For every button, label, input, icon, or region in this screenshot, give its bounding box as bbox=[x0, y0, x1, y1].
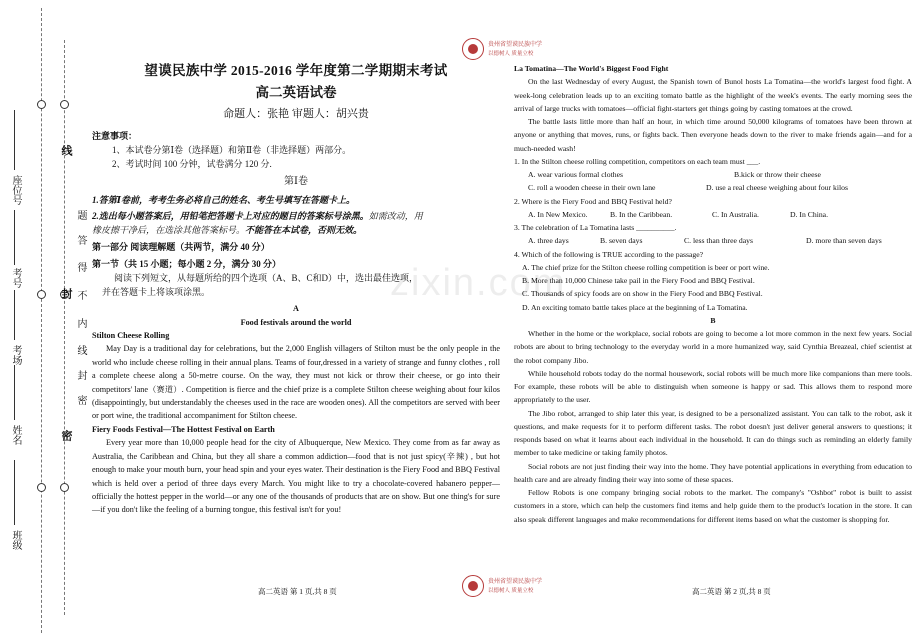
subheading: Stilton Cheese Rolling bbox=[92, 331, 170, 341]
notice-item: 2、考试时间 100 分钟，试卷满分 120 分. bbox=[112, 159, 272, 170]
direction-line-1: 阅读下列短文，从每题所给的四个选项（A、B、C和D）中，选出最佳选项， bbox=[114, 273, 419, 284]
option[interactable]: C. less than three days bbox=[684, 236, 753, 246]
seal-big-char: 封 bbox=[60, 288, 72, 299]
subheading: Fiery Foods Festival—The Hottest Festival on Earth bbox=[92, 424, 275, 434]
seal-char: 答 bbox=[75, 235, 86, 246]
exam-number-label: 考号 bbox=[10, 268, 21, 288]
option[interactable]: B.kick or throw their cheese bbox=[734, 170, 821, 179]
class-label: 班级 bbox=[10, 530, 21, 550]
name-line[interactable] bbox=[14, 365, 15, 420]
seal-char: 线 bbox=[75, 345, 86, 356]
seal-char: 封 bbox=[75, 370, 86, 381]
logo-school-name: 贵州省望谟民族中学 bbox=[488, 579, 543, 585]
passage-title: Food festivals around the world bbox=[240, 317, 352, 327]
exam-title: 望谟民族中学 2015-2016 学年度第二学期期末考试 bbox=[144, 63, 448, 78]
seal-big-char: 线 bbox=[60, 145, 72, 156]
seal-char: 得 bbox=[75, 262, 86, 273]
question-4: 4. Which of the following is TRUE according to the passage? bbox=[514, 249, 704, 259]
passage-letter: B bbox=[710, 315, 716, 325]
option[interactable]: D. In China. bbox=[790, 209, 829, 219]
binding-line-inner bbox=[64, 40, 65, 615]
notice-title: 注意事项： bbox=[92, 131, 138, 142]
right-page bbox=[514, 62, 912, 526]
rule-2-part-d: 不能答在本试卷，否则无效。 bbox=[245, 225, 363, 236]
question-1: 1. In the Stilton cheese rolling competition, competitors on each team must ___. bbox=[514, 156, 761, 166]
emblem-icon bbox=[462, 38, 484, 60]
paragraph: The Jibo robot, arranged to ship later this year, is designed to be a personalized assistant. You can talk to the robot, ask it questions, and make requests for it to perform different tasks. The robot doesn't just deliver general answers to questions; it responds based on what it learns about each individual in the household. It can do things such as reminding an elderly family member to take medicine or taking family photos. bbox=[514, 408, 912, 458]
seal-char: 不 bbox=[75, 290, 86, 301]
paragraph: Whether in the home or the workplace, social robots are going to become a lot more common in the next few years. Social robots are about to bring technology to the everyday world in a more humanized way, said Cynthia Breazeal, chief scientist at the robot company Jibo. bbox=[514, 329, 912, 365]
question-3: 3. The celebration of La Tomatina lasts __________. bbox=[514, 223, 677, 232]
option[interactable]: C. In Australia. bbox=[712, 209, 759, 219]
paragraph: While household robots today do the normal housework, social robots will be much more like companions than mere tools. For example, these robots will be able to distinguish when someone is happy or sad. This allows them to respond more appropriately to the user. bbox=[514, 368, 912, 405]
class-line[interactable] bbox=[14, 460, 15, 525]
section-heading: 第一节（共 15 小题；每小题 2 分，满分 30 分） bbox=[92, 259, 282, 270]
option[interactable]: A. The chief prize for the Stilton cheese rolling competition is beer or port wine. bbox=[522, 262, 770, 272]
option[interactable]: A. In New Mexico. bbox=[528, 209, 588, 219]
page-footer-right: 高二英语 第 2 页,共 8 页 bbox=[692, 587, 771, 596]
binding-hole bbox=[37, 483, 46, 492]
seal-char: 内 bbox=[75, 318, 86, 329]
option[interactable]: D. more than seven days bbox=[806, 236, 882, 246]
option[interactable]: A. three days bbox=[528, 236, 569, 246]
rule-2-part-b: 如需改动，用 bbox=[368, 211, 423, 222]
name-label: 姓名 bbox=[10, 425, 21, 445]
logo-motto: 以德树人 质量立校 bbox=[488, 51, 534, 57]
seat-number-line[interactable] bbox=[14, 110, 15, 170]
rule-1: 1.答第Ⅰ卷前，考考生务必将自己的姓名、考生号填写在答题卡上。 bbox=[92, 195, 355, 206]
option[interactable]: B. In the Caribbean. bbox=[610, 209, 673, 219]
seat-number-label: 座位号 bbox=[10, 175, 21, 205]
binding-hole bbox=[37, 290, 46, 299]
part-heading: 第一部分 阅读理解题（共两节，满分 40 分） bbox=[92, 242, 270, 253]
option[interactable]: B. seven days bbox=[600, 236, 643, 246]
option[interactable]: C. roll a wooden cheese in their own lane bbox=[528, 183, 656, 193]
school-logo-bottom bbox=[462, 575, 572, 597]
rule-2-part-a: 2.选出每小题答案后，用铅笔把答题卡上对应的题目的答案标号涂黑。 bbox=[92, 211, 369, 222]
exam-number-line[interactable] bbox=[14, 210, 15, 265]
question-2: 2. Where is the Fiery Food and BBQ Festival held? bbox=[514, 196, 672, 206]
logo-motto: 以德树人 质量立校 bbox=[488, 588, 534, 594]
subheading: La Tomatina—The World's Biggest Food Fight bbox=[514, 64, 669, 73]
exam-subtitle: 高二英语试卷 bbox=[255, 85, 337, 101]
seal-char: 题 bbox=[75, 210, 86, 221]
paragraph: Every year more than 10,000 people head for the city of Albuquerque, New Mexico. They come from as far away as Australia, the Caribbean and China, but they all share a common addiction—food that is not just spicy(辛辣) , but hot enough to make your mouth burn, your head spin and your eyes water. Their destination is the Fiery Food and BBQ Festival which is held over a period of three days every March. You might like to try a chocolate-covered habanero pepper—officially the hottest pepper in the world—or any one of the thousands of products that are on show. But one thing's for sure—if you don't like the feeling of a burning tongue, this festival isn't for you! bbox=[92, 438, 500, 515]
left-page bbox=[92, 60, 500, 517]
school-logo-top bbox=[462, 38, 572, 60]
seal-big-char: 密 bbox=[60, 430, 72, 441]
paragraph: May Day is a traditional day for celebrations, but the 2,000 English villagers of Stilton must be the only people in the world who include cheese rolling in their annual plans. Teams of four,dressed in a variety of strange and funny clothes , roll a complete cheese along a 50-metre course. On the way, they must not kick or throw their cheese, or go into their competitors' lane（赛道）. Competition is fierce and the chief prize is a complete Stilton cheese weighing about four kilos (disappointingly, but understandably the cheeses used in the race are wooden ones). All the competitors are served with beer or port wine, the traditional accompaniment for Stilton cheese. bbox=[92, 344, 500, 421]
notice-item: 1、本试卷分第Ⅰ卷（选择题）和第Ⅱ卷（非选择题）两部分。 bbox=[112, 145, 352, 156]
direction-line-2: 并在答题卡上将该项涂黑。 bbox=[102, 287, 211, 298]
emblem-icon bbox=[462, 575, 484, 597]
paragraph: On the last Wednesday of every August, the Spanish town of Bunol hosts La Tomatina—the world's largest food fight. A week-long celebration leads up to an exciting tomato battle as the highlight of the week's events. The early morning sees the arrival of large trucks with tomatoes—official fight-starters get things going by casting tomatoes at the crowd. bbox=[514, 77, 912, 113]
binding-hole bbox=[37, 100, 46, 109]
option[interactable]: D. use a real cheese weighing about four kilos bbox=[706, 183, 848, 193]
seal-char: 密 bbox=[75, 395, 86, 406]
rule-2-part-c: 橡皮擦干净后，在选涂其他答案标号。 bbox=[92, 225, 246, 236]
watermark: zixin.com bbox=[390, 262, 567, 304]
option[interactable]: A. wear various formal clothes bbox=[528, 170, 623, 179]
author-line: 命题人：张艳 审题人：胡兴贵 bbox=[223, 107, 369, 120]
binding-hole bbox=[60, 483, 69, 492]
paragraph: Social robots are not just finding their way into the home. They have potential applications in everything from education to health care and are already finding their way into some of these spaces. bbox=[514, 461, 912, 484]
option[interactable]: C. Thousands of spicy foods are on show in the Fiery Food and BBQ Festival. bbox=[522, 289, 763, 299]
option[interactable]: D. An exciting tomato battle takes place at the beginning of La Tomatina. bbox=[522, 302, 748, 312]
page-footer-left: 高二英语 第 1 页,共 8 页 bbox=[258, 587, 337, 596]
volume-heading: 第Ⅰ卷 bbox=[284, 176, 308, 188]
passage-letter: A bbox=[293, 304, 299, 314]
exam-room-label: 考场 bbox=[10, 345, 21, 365]
option[interactable]: B. More than 10,000 Chinese take pail in the Fiery Food and BBQ Festival. bbox=[522, 276, 755, 285]
exam-room-line[interactable] bbox=[14, 290, 15, 340]
paragraph: Fellow Robots is one company bringing social robots to the market. The company's "Oshbot" robot is built to assist customers in a store, which can help the customers find items and help guide them to the product's location in the store. It can also speak different languages and make recommendations for different items based on what the customer is shopping for. bbox=[514, 488, 912, 524]
binding-hole bbox=[60, 100, 69, 109]
logo-school-name: 贵州省望谟民族中学 bbox=[488, 42, 543, 48]
rule-2 bbox=[92, 209, 500, 237]
paragraph: The battle lasts little more than half an hour, in which time around 50,000 kilograms of tomatoes have been thrown at anyone or anything that moves, runs, or fights back. Then everyone heads down to the river to make friends again—and for a much-needed wash! bbox=[514, 117, 912, 153]
